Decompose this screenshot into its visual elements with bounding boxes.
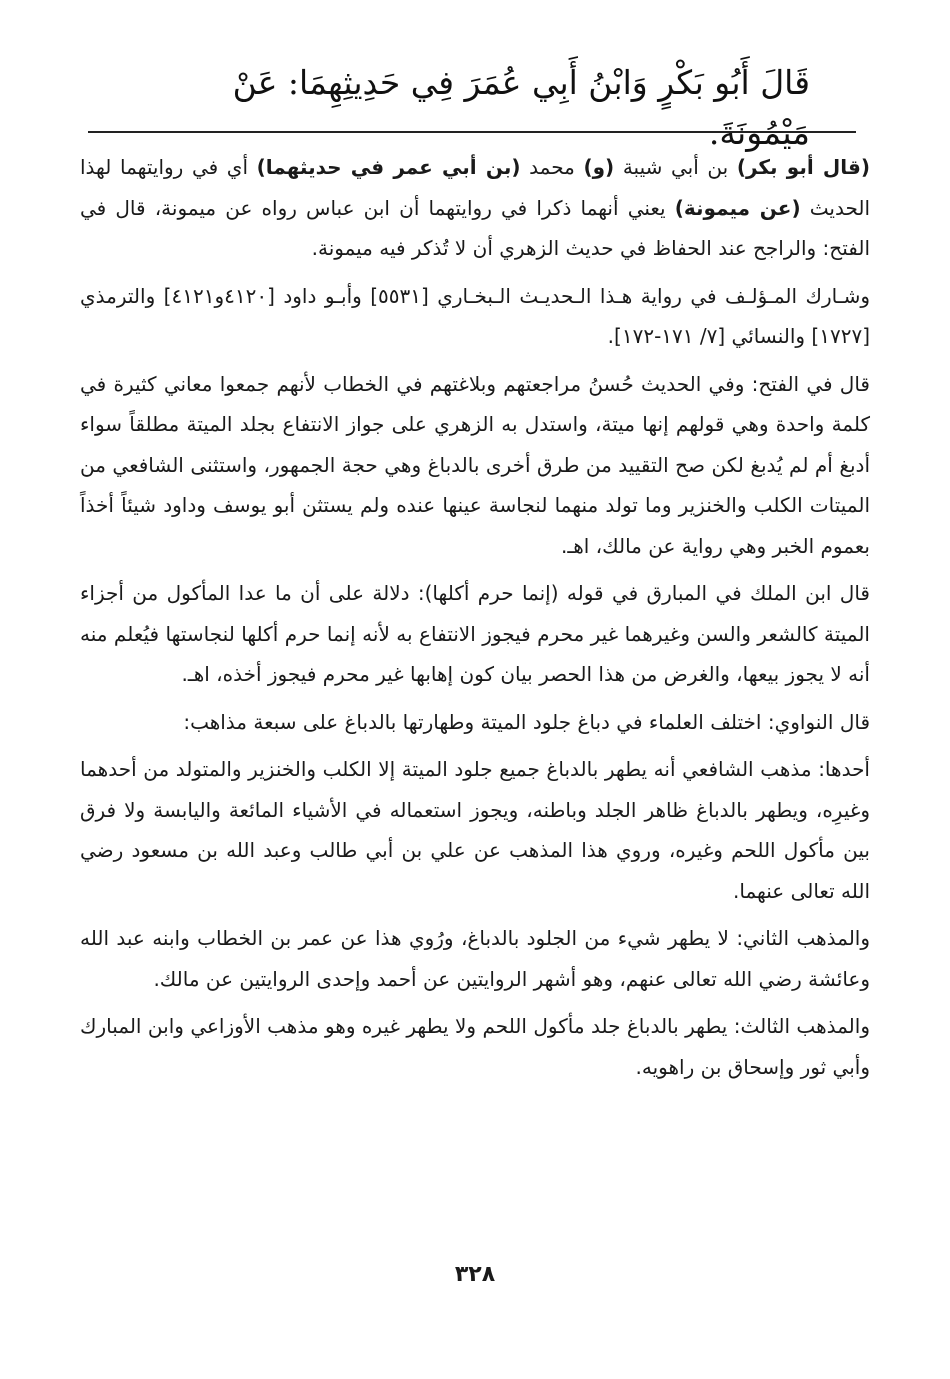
quoted-phrase: (قال أبو بكر)	[736, 155, 871, 179]
commentary-paragraph-6: أحدها: مذهب الشافعي أنه يطهر بالدباغ جميع جلود الميتة إلا الكلب والخنزير والمتولد من أحدهما وغيرِه، ويطهر بالدباغ ظاهر الجلد وباطنه، ويجوز استعماله في الأشياء المائعة واليابسة ولا فرق بين مأكول اللحم وغيره، وروي هذا المذهب عن علي بن أبي طالب وعبد الله بن مسعود رضي الله تعالى عنهما.	[80, 757, 870, 903]
hadith-text: قَالَ أَبُو بَكْرٍ وَابْنُ أَبِي عُمَرَ فِي حَدِيثِهِمَا: عَنْ مَيْمُونَةَ.	[232, 63, 810, 152]
page-number: ٣٢٨	[454, 1262, 496, 1287]
separator-rule	[88, 131, 856, 133]
commentary-paragraph-8: والمذهب الثالث: يطهر بالدباغ جلد مأكول اللحم ولا يطهر غيره وهو مذهب الأوزاعي وابن المبارك وأبي ثور وإسحاق بن راهويه.	[80, 1014, 870, 1079]
quoted-phrase: (عن ميمونة)	[674, 195, 801, 220]
commentary-paragraph-2: وشـارك المـؤلـف في رواية هـذا الـحديـث الـبخـاري [٥٥٣١] وأبـو داود [٤١٢٠و٤١٢١] والترمذي [١٧٢٧] والنسائي [٧/ ١٧١-١٧٢].	[80, 283, 871, 348]
commentary-text: بن أبي شيبة	[614, 155, 737, 179]
commentary-paragraph-1	[80, 147, 870, 269]
commentary-paragraph-7: والمذهب الثاني: لا يطهر شيء من الجلود بالدباغ، ورُوي هذا عن عمر بن الخطاب وابنه عبد الله وعائشة رضي الله تعالى عنهم، وهو أشهر الروايتين عن أحمد وإحدى الروايتين عن مالك.	[80, 926, 870, 991]
commentary-paragraph-5: قال النواوي: اختلف العلماء في دباغ جلود الميتة وطهارتها بالدباغ على سبعة مذاهب:	[183, 709, 870, 734]
quoted-phrase: (و)	[583, 155, 615, 179]
commentary-paragraph-4: قال ابن الملك في المبارق في قوله (إنما حرم أكلها): دلالة على أن ما عدا المأكول من أجزاء الميتة كالشعر والسن وغيرهما غير محرم فيجوز الانتفاع به لأنه إنما حرم أكلها لنجاستها فيُعلم منه أنه لا يجوز بيعها، والغرض من هذا الحصر بيان كون إهابها غير محرم فيجوز أخذه، اهـ.	[80, 581, 870, 686]
commentary-text: محمد	[520, 155, 584, 179]
commentary-paragraph-3: قال في الفتح: وفي الحديث حُسنُ مراجعتهم وبلاغتهم في الخطاب لأنهم جمعوا معاني كثيرة في كلمة واحدة وهي قولهم إنها ميتة، واستدل به الزهري على جواز الانتفاع بجلد الميتة مطلقاً سواء أدبغ أم لم يُدبغ لكن صح التقييد من طرق أخرى بالدباغ وهي حجة الجمهور، واستثنى الشافعي من الميتات الكلب والخنزير وما تولد منهما لنجاسة عينها عنده ولم يستثن أبو يوسف وداود شيئاً أخذاً بعموم الخبر وهي رواية عن مالك، اهـ.	[80, 371, 870, 558]
commentary-body	[80, 147, 870, 1087]
quoted-phrase: (بن أبي عمر في حديثهما)	[256, 155, 521, 179]
commentary-text: أي في روايتهما لهذا الحديث	[80, 155, 871, 220]
commentary-text: يعني أنهما ذكرا في روايتهما أن ابن عباس رواه عن ميمونة، قال في الفتح: والراجح عند الحفاظ في حديث الزهري أن لا تُذكر فيه ميمونة.	[80, 195, 870, 260]
